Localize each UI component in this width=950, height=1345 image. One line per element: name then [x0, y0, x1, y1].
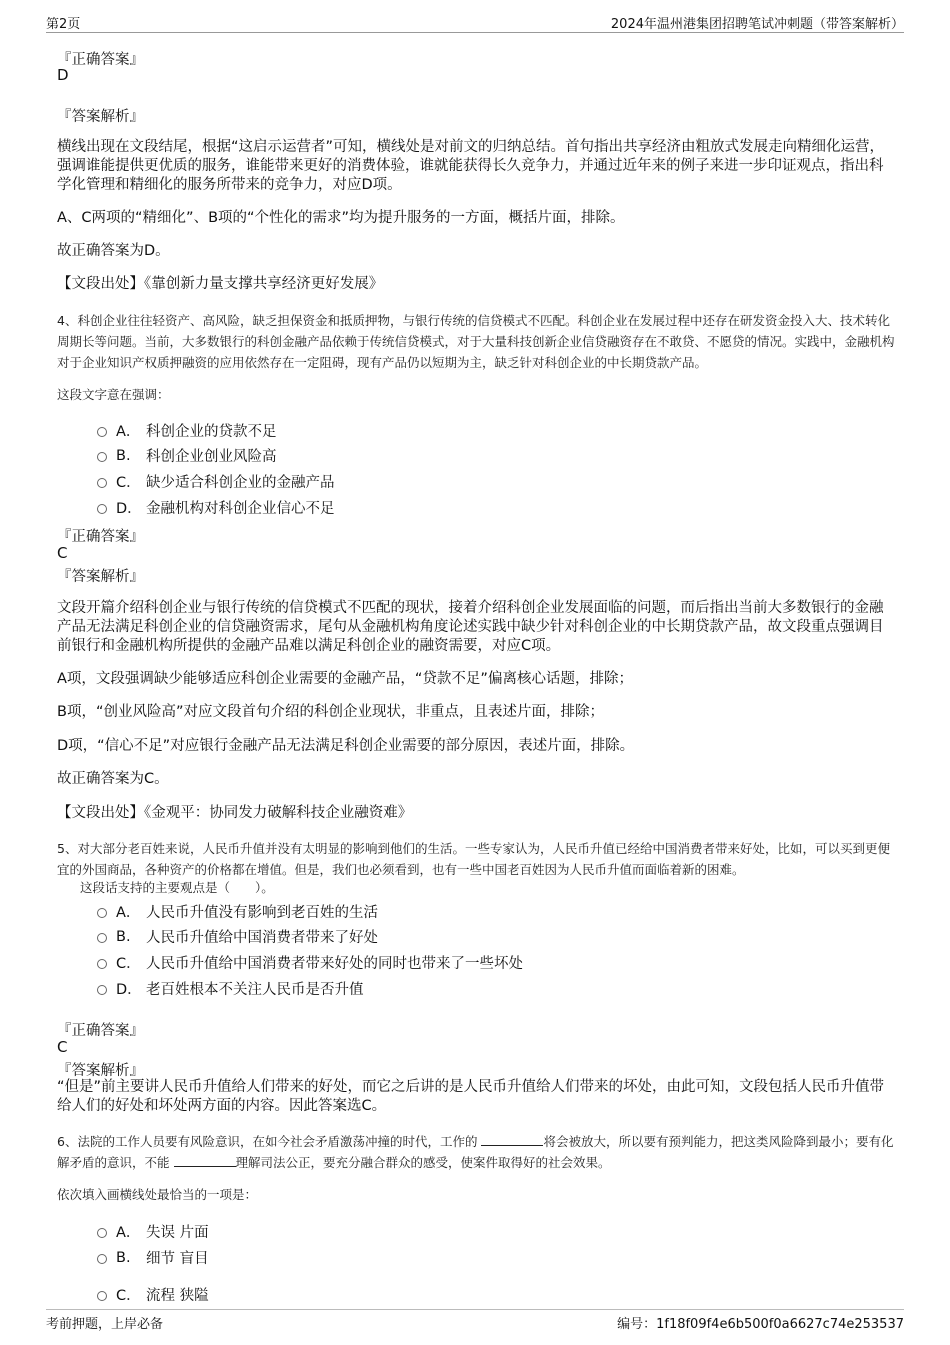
q6-option-b[interactable]: [97, 1247, 209, 1268]
q6-stem-part-3: 理解司法公正，要充分融合群众的感受，使案件取得好的社会效果。: [235, 1155, 611, 1170]
radio-icon[interactable]: [97, 908, 107, 918]
option-text: 缺少适合科创企业的金融产品: [146, 475, 335, 491]
option-text: 科创企业的贷款不足: [146, 424, 277, 440]
q6-prompt: 依次填入画横线处最恰当的一项是：: [57, 1187, 258, 1202]
option-text: 科创企业创业风险高: [146, 449, 277, 465]
q4-prompt: 这段文字意在强调：: [57, 387, 170, 402]
q4-analysis-label: 『答案解析』: [57, 569, 144, 585]
q4-note-b: B项，“创业风险高”对应文段首句介绍的科创企业现状，非重点，且表述片面，排除；: [57, 704, 604, 720]
q5-option-b[interactable]: [97, 926, 378, 947]
q4-analysis: 文段开篇介绍科创企业与银行传统的信贷模式不匹配的现状，接着介绍科创企业发展面临的问题，而后指出当前大多数银行的金融产品无法满足科创企业的信贷融资需求，尾句从金融机构角度论述实践中缺少针对科创企业的中长期贷款产品，故文段重点强调目前银行和金融机构所提供的金融产品难以满足科创企业的融资需要，对应C项。: [57, 600, 884, 654]
q4-stem: 4、科创企业往往轻资产、高风险，缺乏担保资金和抵质押物，与银行传统的信贷模式不匹配。科创企业在发展过程中还存在研发资金投入大、技术转化周期长等问题。当前，大多数银行的科创金融产品依赖于传统信贷模式，对于大量科技创新企业信贷融资存在不敢贷、不愿贷的情况。实践中，金融机构对于企业知识产权质押融资的应用依然存在一定阻碍，现有产品仍以短期为主，缺乏针对科创企业的中长期贷款产品。: [57, 313, 895, 370]
radio-icon[interactable]: [97, 985, 107, 995]
q5-option-a[interactable]: [97, 901, 378, 922]
radio-icon[interactable]: [97, 933, 107, 943]
radio-icon[interactable]: [97, 452, 107, 462]
q4-answer-label: 『正确答案』: [57, 529, 144, 545]
q4-note-d: D项，“信心不足”对应银行金融产品无法满足科创企业需要的部分原因，表述片面，排除。: [57, 738, 635, 754]
option-letter: B.: [116, 447, 131, 464]
q5-stem: 5、对大部分老百姓来说，人民币升值并没有太明显的影响到他们的生活。一些专家认为，人民币升值已经给中国消费者带来好处，比如，可以买到更便宜的外国商品，各种资产的价格都在增值。但是，我们也必须看到，也有一些中国老百姓因为人民币升值而面临着新的困难。: [57, 841, 890, 877]
footer-code: 编号：1f18f09f4e6b500f0a6627c74e253537: [617, 1317, 904, 1332]
option-letter: C．: [116, 956, 141, 972]
footer-slogan: 考前押题，上岸必备: [46, 1317, 164, 1332]
option-letter: A．: [116, 905, 141, 921]
q6-stem: [57, 1131, 895, 1173]
q4-option-d[interactable]: [97, 497, 335, 518]
q5-answer: C: [57, 1038, 68, 1056]
radio-icon[interactable]: [97, 1228, 107, 1238]
option-text: 失误 片面: [146, 1225, 209, 1241]
q4-option-a[interactable]: [97, 420, 277, 441]
q3-analysis-2: A、C两项的“精细化”、B项的“个性化的需求”均为提升服务的一方面，概括片面，排除。: [57, 210, 625, 226]
page-number: 第2页: [46, 17, 81, 32]
q5-analysis-label: 『答案解析』: [57, 1063, 144, 1079]
option-text: 流程 狭隘: [146, 1288, 209, 1304]
q6-option-c[interactable]: [97, 1284, 209, 1305]
header-divider: [46, 32, 904, 33]
q4-option-b[interactable]: [97, 445, 277, 466]
footer-divider: [46, 1309, 904, 1310]
q4-conclusion: 故正确答案为C。: [57, 771, 169, 787]
fill-blank-2: [174, 1154, 236, 1167]
radio-icon[interactable]: [97, 959, 107, 969]
option-text: 金融机构对科创企业信心不足: [146, 501, 335, 517]
option-text: 老百姓根本不关注人民币是否升值: [146, 982, 364, 998]
q4-option-c[interactable]: [97, 471, 335, 492]
fill-blank-1: [481, 1133, 543, 1146]
option-letter: B.: [116, 928, 131, 945]
q3-answer: D: [57, 66, 69, 84]
option-text: 人民币升值没有影响到老百姓的生活: [146, 905, 378, 921]
q4-note-a: A项，文段强调缺少能够适应科创企业需要的金融产品，“贷款不足”偏离核心话题，排除；: [57, 671, 633, 687]
q4-source: 【文段出处】《金观平：协同发力破解科技企业融资难》: [57, 805, 413, 821]
radio-icon[interactable]: [97, 478, 107, 488]
q5-option-c[interactable]: [97, 952, 523, 973]
q6-stem-part-1: 6、法院的工作人员要有风险意识，在如今社会矛盾激荡冲撞的时代，工作的: [57, 1134, 478, 1149]
q6-stem-part-2: 将会被放大，所以要有预判能力，把这类风险降到最小；要有化解矛盾的意识，不能: [57, 1134, 894, 1170]
q4-answer: C: [57, 544, 68, 562]
q3-conclusion: 故正确答案为D。: [57, 243, 170, 259]
option-letter: A．: [116, 1225, 141, 1241]
radio-icon[interactable]: [97, 427, 107, 437]
q5-analysis: “但是”前主要讲人民币升值给人们带来的好处，而它之后讲的是人民币升值给人们带来的坏处，由此可知，文段包括人民币升值带给人们的好处和坏处两方面的内容。因此答案选C。: [57, 1079, 885, 1114]
q3-analysis: 横线出现在文段结尾，根据“这启示运营者”可知，横线处是对前文的归纳总结。首句指出共享经济由粗放式发展走向精细化运营，强调谁能提供更优质的服务，谁能带来更好的消费体验，谁就能获得长久竞争力，并通过近年来的例子来进一步印证观点，指出科学化管理和精细化的服务所带来的竞争力，对应D项。: [57, 139, 885, 193]
document-title: 2024年温州港集团招聘笔试冲刺题（带答案解析）: [610, 17, 904, 32]
option-letter: B.: [116, 1249, 131, 1266]
option-letter: C．: [116, 475, 141, 491]
option-text: 人民币升值给中国消费者带来了好处: [146, 930, 378, 946]
option-letter: A．: [116, 424, 141, 440]
option-letter: C．: [116, 1288, 141, 1304]
option-letter: D．: [116, 982, 142, 998]
radio-icon[interactable]: [97, 1254, 107, 1264]
radio-icon[interactable]: [97, 1291, 107, 1301]
option-letter: D．: [116, 501, 142, 517]
q3-analysis-label: 『答案解析』: [57, 109, 144, 125]
q5-answer-label: 『正确答案』: [57, 1023, 144, 1039]
option-text: 人民币升值给中国消费者带来好处的同时也带来了一些坏处: [146, 956, 523, 972]
q3-source: 【文段出处】《靠创新力量支撑共享经济更好发展》: [57, 276, 384, 292]
option-text: 细节 盲目: [146, 1251, 209, 1267]
q5-option-d[interactable]: [97, 978, 364, 999]
radio-icon[interactable]: [97, 504, 107, 514]
q5-prompt: 这段话支持的主要观点是（ ）。: [80, 880, 274, 895]
q3-answer-label: 『正确答案』: [57, 52, 144, 68]
q6-option-a[interactable]: [97, 1221, 209, 1242]
